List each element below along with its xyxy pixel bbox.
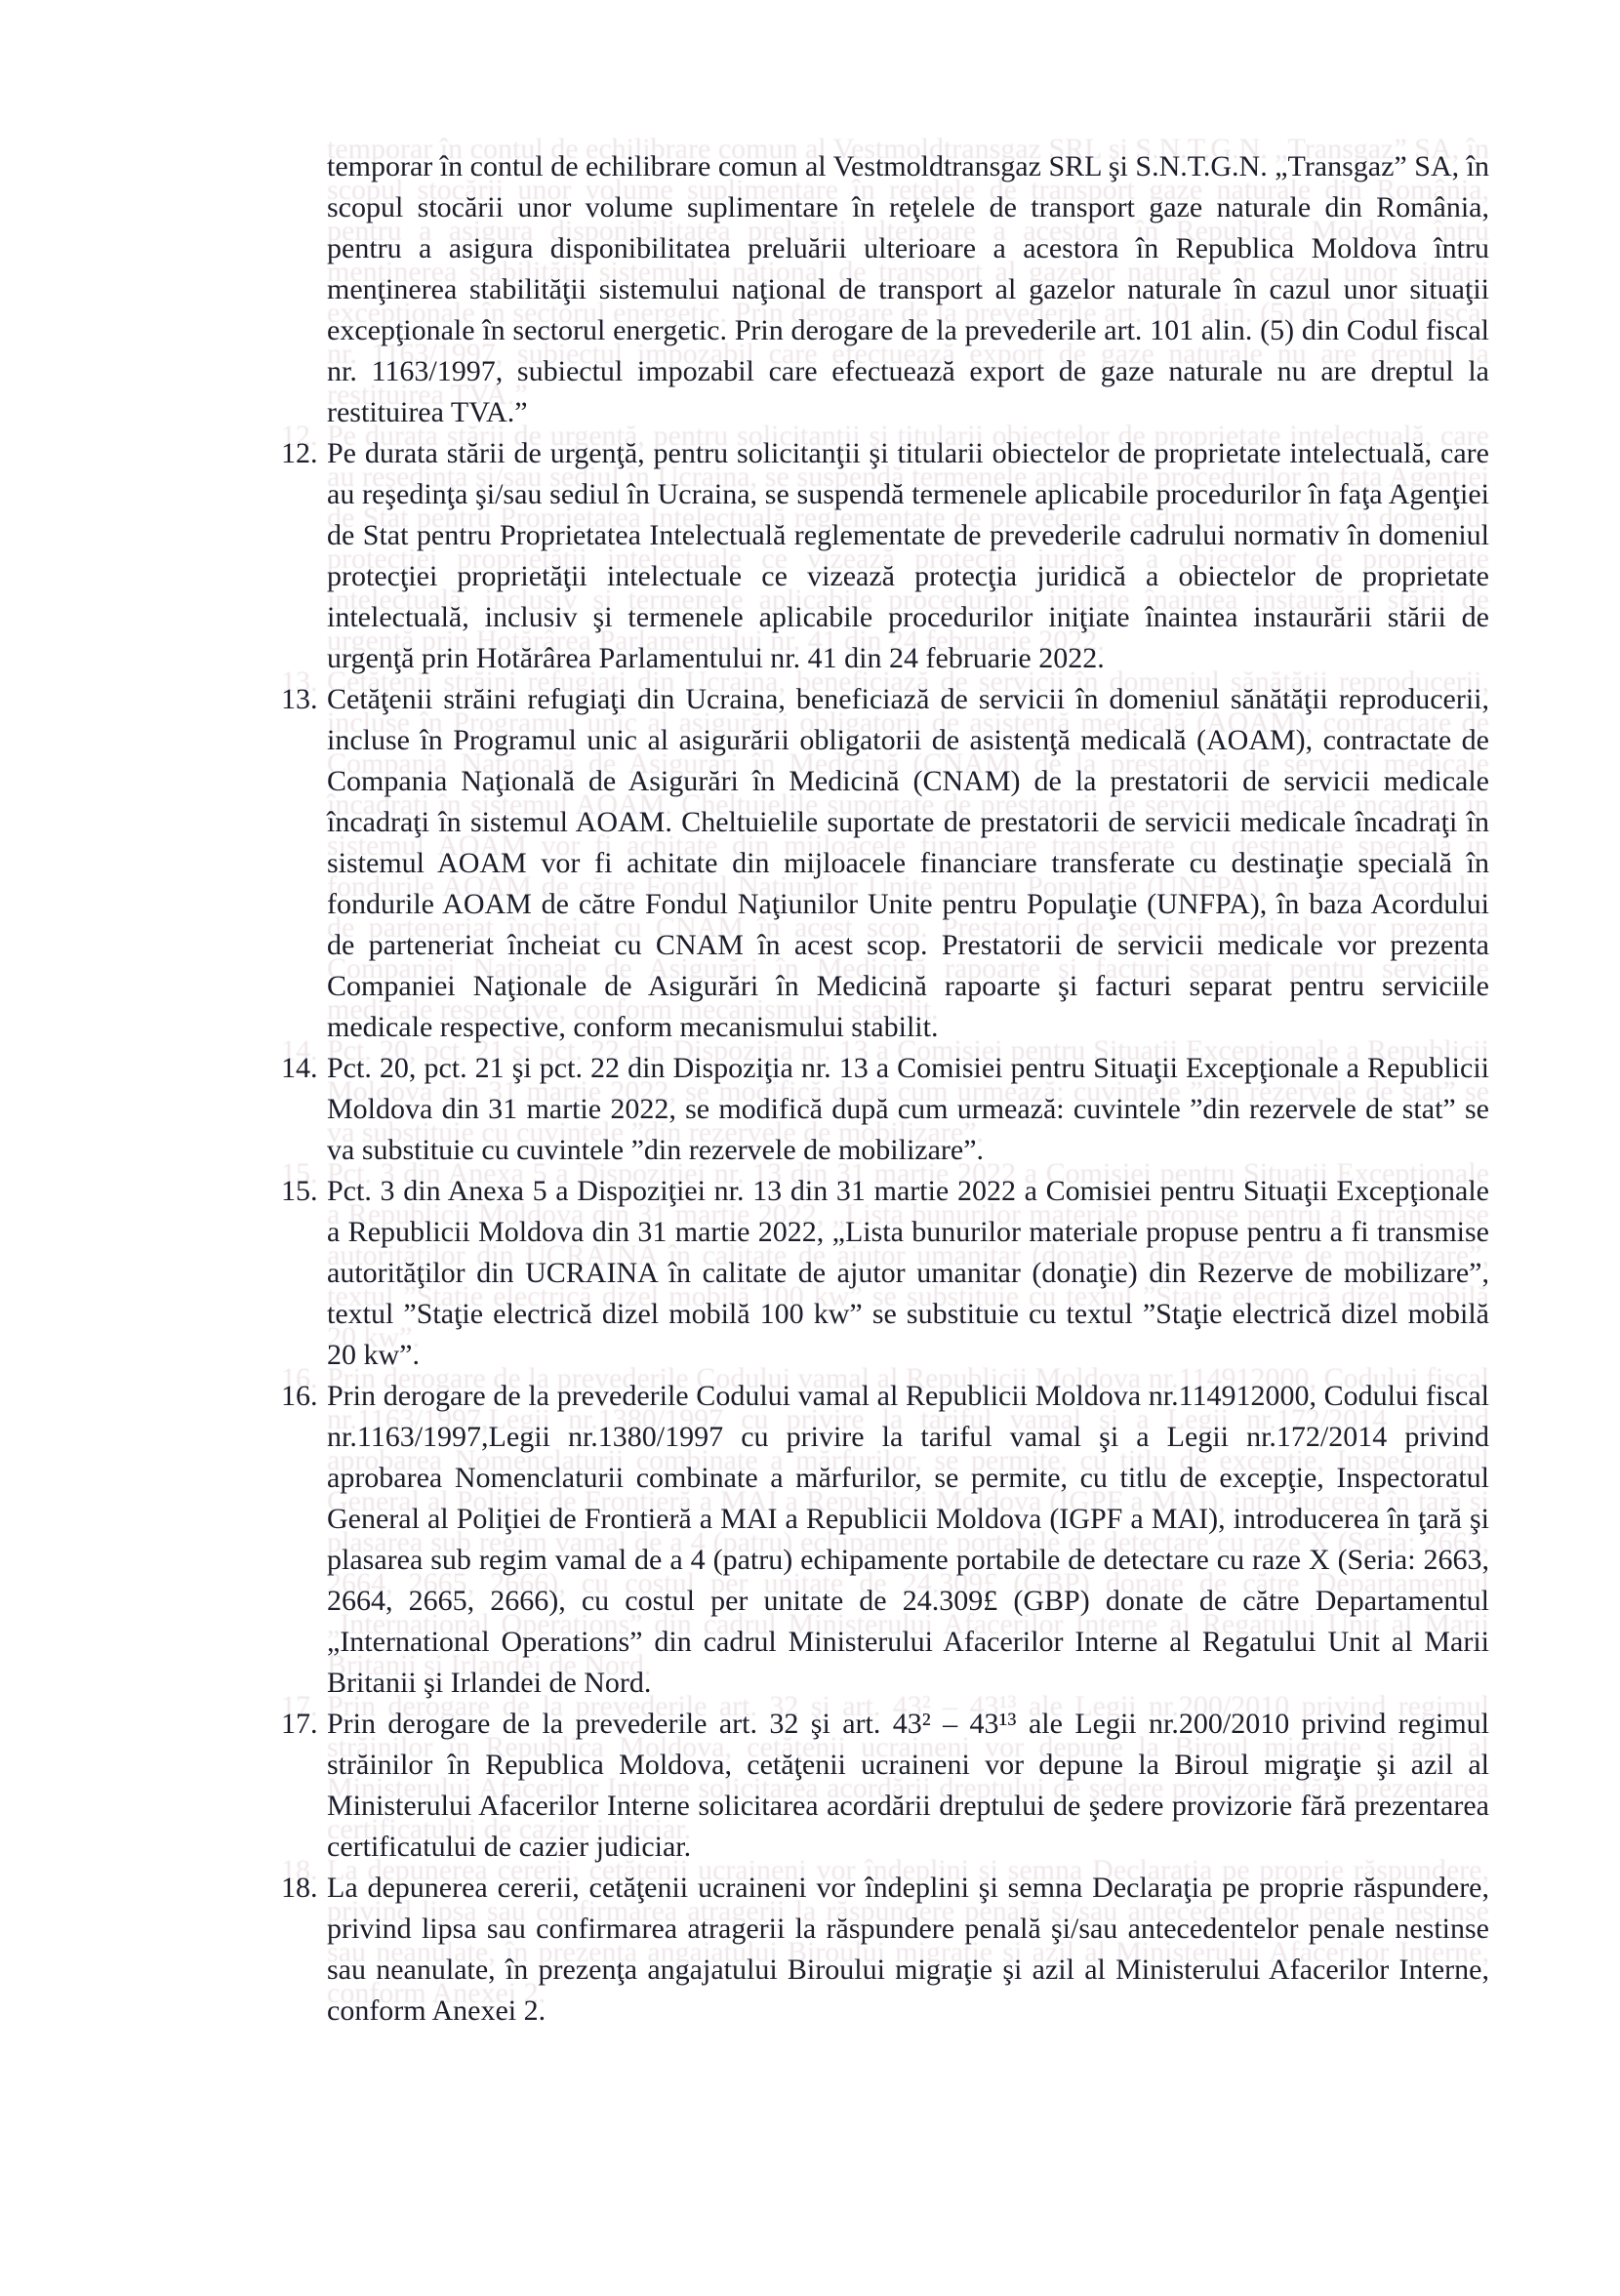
item-number: 15. xyxy=(281,1175,318,1207)
item-text: La depunerea cererii, cetăţenii ucraineni vor îndeplini şi semna Declaraţia pe proprie răspundere, privind lipsa sau confirmarea atragerii la răspundere penală şi/sau antecedentelor penale nestinse sau neanulate, în prezenţa angajatului Biroului migraţie şi azil al Ministerului Afacerilor Interne, conform Anexei 2. xyxy=(327,1872,1489,2027)
item-text: Pe durata stării de urgenţă, pentru solicitanţii şi titularii obiectelor de proprietate intelectuală, care au reşedinţa şi/sau sediul în Ucraina, se suspendă termenele aplicabile procedurilor în faţa Agenţiei de Stat pentru Proprietatea Intelectuală reglementate de prevederile cadrului normativ în domeniul protecţiei proprietăţii intelectuale ce vizează protecţia juridică a obiectelor de proprietate intelectuală, inclusiv şi termenele aplicabile procedurilor iniţiate înaintea instaurării stării de urgenţă prin Hotărârea Parlamentului nr. 41 din 24 februarie 2022. xyxy=(327,437,1489,674)
item-text: Cetăţenii străini refugiaţi din Ucraina, beneficiază de servicii în domeniul sănătăţii reproducerii, incluse în Programul unic al asigurării obligatorii de asistenţă medicală (AOAM), contractate de Compania Naţională de Asigurări în Medicină (CNAM) de la prestatorii de servicii medicale încadraţi în sistemul AOAM. Cheltuielile suportate de prestatorii de servicii medicale încadraţi în sistemul AOAM vor fi achitate din mijloacele financiare transferate cu destinaţie specială în fondurile AOAM de către Fondul Naţiunilor Unite pentru Populaţie (UNFPA), în baza Acordului de parteneriat încheiat cu CNAM în acest scop. Prestatorii de servicii medicale vor prezenta Companiei Naţionale de Asigurări în Medicină rapoarte şi facturi separat pentru serviciile medicale respective, conform mecanismului stabilit. xyxy=(327,683,1489,1043)
list-item xyxy=(281,1171,1489,1376)
item-number: 16. xyxy=(281,1380,318,1412)
list-item xyxy=(281,1704,1489,1868)
item-number: 18. xyxy=(281,1872,318,1904)
item-text: Pct. 3 din Anexa 5 a Dispoziţiei nr. 13 din 31 martie 2022 a Comisiei pentru Situaţii Excepţionale a Republicii Moldova din 31 martie 2022, „Lista bunurilor materiale propuse pentru a fi transmise autorităţilor din UCRAINA în calitate de ajutor umanitar (donaţie) din Rezerve de mobilizare”, textul ”Staţie electrică dizel mobilă 100 kw” se substituie cu textul ”Staţie electrică dizel mobilă 20 kw”. xyxy=(327,1175,1489,1371)
item-text: Prin derogare de la prevederile art. 32 şi art. 43² – 43¹³ ale Legii nr.200/2010 privind regimul străinilor în Republica Moldova, cetăţenii ucraineni vor depune la Biroul migraţie şi azil al Ministerului Afacerilor Interne solicitarea acordării dreptului de şedere provizorie fără prezentarea certificatului de cazier judiciar. xyxy=(327,1708,1489,1863)
list-item xyxy=(281,1376,1489,1704)
item-number: 14. xyxy=(281,1052,318,1084)
continuation-paragraph: temporar în contul de echilibrare comun al Vestmoldtransgaz SRL şi S.N.T.G.N. „Transgaz” SA, în scopul stocării unor volume suplimentare în reţelele de transport gaze naturale din România, pentru a asigura disponibilitatea preluării ulterioare a acestora în Republica Moldova întru menţinerea stabilităţii sistemului naţional de transport al gazelor naturale în cazul unor situaţii excepţionale în sectorul energetic. Prin derogare de la prevederile art. 101 alin. (5) din Codul fiscal nr. 1163/1997, subiectul impozabil care efectuează export de gaze naturale nu are dreptul la restituirea TVA.” xyxy=(327,150,1489,428)
item-number: 17. xyxy=(281,1708,318,1740)
item-number: 12. xyxy=(281,437,318,469)
list-item xyxy=(281,433,1489,679)
list-item xyxy=(281,1048,1489,1171)
numbered-list xyxy=(281,433,1489,2032)
item-text: Prin derogare de la prevederile Codului vamal al Republicii Moldova nr.114912000, Codului fiscal nr.1163/1997,Legii nr.1380/1997 cu privire la tariful vamal şi a Legii nr.172/2014 privind aprobarea Nomenclaturii combinate a mărfurilor, se permite, cu titlu de excepţie, Inspectoratul General al Poliţiei de Frontieră a MAI a Republicii Moldova (IGPF a MAI), introducerea în ţară şi plasarea sub regim vamal de a 4 (patru) echipamente portabile de detectare cu raze X (Seria: 2663, 2664, 2665, 2666), cu costul per unitate de 24.309£ (GBP) donate de către Departamentul „International Operations” din cadrul Ministerului Afacerilor Interne al Regatului Unit al Marii Britanii şi Irlandei de Nord. xyxy=(327,1380,1489,1699)
item-number: 13. xyxy=(281,683,318,715)
list-item xyxy=(281,679,1489,1048)
list-item xyxy=(281,1868,1489,2032)
document-text-block xyxy=(281,146,1489,2032)
item-text: Pct. 20, pct. 21 şi pct. 22 din Dispoziţia nr. 13 a Comisiei pentru Situaţii Excepţionale a Republicii Moldova din 31 martie 2022, se modifică după cum urmează: cuvintele ”din rezervele de stat” se va substituie cu cuvintele ”din rezervele de mobilizare”. xyxy=(327,1052,1489,1166)
